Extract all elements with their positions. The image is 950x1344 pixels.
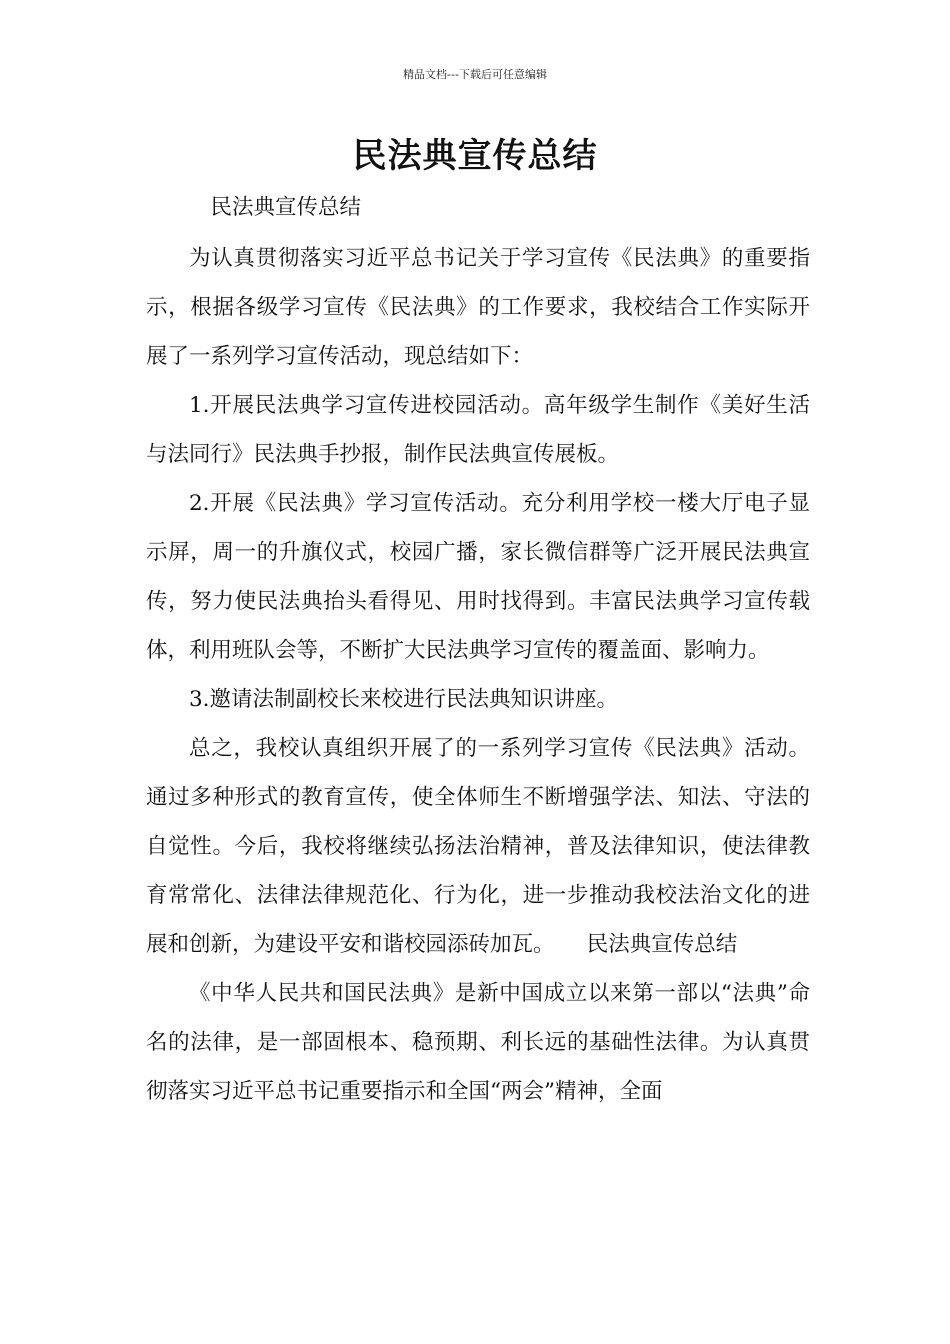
second-article-paragraph: 《中华人民共和国民法典》是新中国成立以来第一部以“法典”命名的法律，是一部固根本、稳预期、利长远的基础性法律。为认真贯彻落实习近平总书记重要指示和全国“两会”精神，全面 <box>146 981 810 1104</box>
document-body <box>146 183 810 1116</box>
subtitle-paragraph: 民法典宣传总结 <box>210 195 362 220</box>
item-2-paragraph: 2.开展《民法典》学习宣传活动。充分利用学校一楼大厅电子显示屏，周一的升旗仪式，校园广播，家长微信群等广泛开展民法典宣传，努力使民法典抬头看得见、用时找得到。丰富民法典学习宣传载体，利用班队会等，不断扩大民法典学习宣传的覆盖面、影响力。 <box>146 491 810 663</box>
intro-paragraph: 为认真贯彻落实习近平总书记关于学习宣传《民法典》的重要指示，根据各级学习宣传《民法典》的工作要求，我校结合工作实际开展了一系列学习宣传活动，现总结如下： <box>146 246 810 369</box>
summary-paragraph: 总之，我校认真组织开展了的一系列学习宣传《民法典》活动。通过多种形式的教育宣传，使全体师生不断增强学法、知法、守法的自觉性。今后，我校将继续弘扬法治精神，普及法律知识，使法律教育常常化、法律法律规范化、行为化，进一步推动我校法治文化的进展和创新，为建设平安和谐校园添砖加瓦。 民法典宣传总结 <box>146 736 810 957</box>
item-1-paragraph: 1.开展民法典学习宣传进校园活动。高年级学生制作《美好生活与法同行》民法典手抄报，制作民法典宣传展板。 <box>146 393 810 467</box>
item-3-paragraph: 3.邀请法制副校长来校进行民法典知识讲座。 <box>189 687 619 712</box>
page-header: 精品文档---下载后可任意编辑 <box>403 68 547 81</box>
document-title: 民法典宣传总结 <box>352 136 598 176</box>
